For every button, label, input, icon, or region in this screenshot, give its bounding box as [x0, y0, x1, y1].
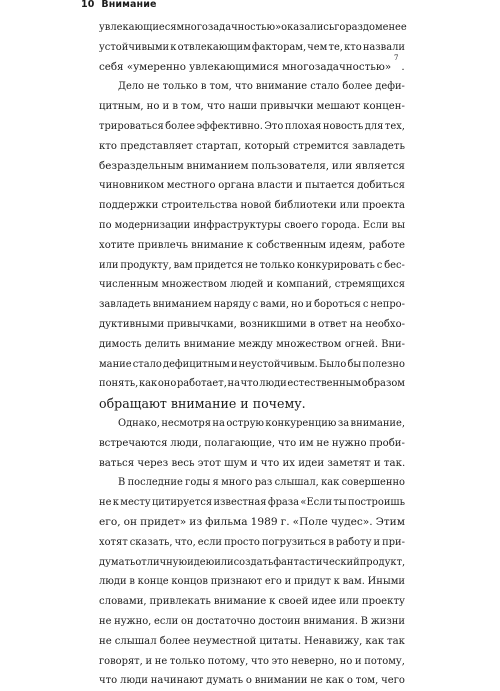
text-line: словами, привлекать внимание к своей идее или проекту — [99, 596, 405, 608]
text-line: понять, как оно работает, на что люди естественным образом — [99, 378, 405, 390]
text-line: не нужно, если он достаточно достоин внимания. В жизни — [99, 615, 405, 627]
text-line: устойчивыми к отвлекающим факторам, чем те, кто назвали — [99, 41, 405, 53]
text-line: мание стало дефицитным и неустойчивым. Было бы полезно — [99, 358, 405, 370]
text-line: численным множеством людей и компаний, стремящихся — [99, 279, 405, 291]
text-line: поддержки строительства новой библиотеки или проекта — [99, 200, 405, 212]
text-line: что люди начинают думать о внимании не как о том, чего — [99, 675, 405, 687]
text-line: димость делить внимание между множеством огней. Вни- — [99, 338, 405, 350]
text-line: дуктивными привычками, возникшими в ответ на необхо- — [99, 318, 405, 330]
text-line: увлекающиеся многозадачностью» оказались гораздо менее — [99, 22, 407, 33]
text-line: встречаются люди, полагающие, что им не нужно проби- — [99, 437, 405, 449]
text-line: кто представляет стартап, который стремится завладеть — [99, 140, 405, 152]
text-line: не к месту цитируется известная фраза «Если ты построишь — [99, 497, 405, 509]
footnote-marker: 7 — [394, 53, 399, 62]
page-number: 10 — [81, 0, 95, 10]
text-line: ваться через весь этот шум и что их идеи заметят и так. — [99, 457, 406, 469]
body-text — [99, 18, 405, 691]
text-line: цитным, но и в том, что наши привычки мешают концен- — [99, 101, 405, 113]
text-line: или продукту, вам придется не только конкурировать с бес- — [99, 259, 405, 271]
text-line: безраздельным вниманием пользователя, или является — [99, 159, 405, 172]
text-line: его, он придет» из фильма 1989 г. «Поле чудес». Этим — [99, 515, 405, 528]
text-line: чиновником местного органа власти и пытается добиться — [99, 180, 405, 192]
text-line: себя «умеренно увлекающимися многозадачностью» 7 . — [99, 58, 405, 78]
text-line: В последние годы я много раз слышал, как совершенно — [118, 477, 405, 489]
text-line: хотят сказать, что, если просто погрузиться в работу и при- — [99, 536, 405, 548]
text-line: по модернизации инфраструктуры своего города. Если вы — [99, 219, 405, 231]
text-line: трироваться более эффективно. Это плохая новость для тех, — [99, 120, 405, 132]
running-head — [81, 0, 157, 10]
text-line: Дело не только в том, что внимание стало более дефи- — [118, 81, 405, 93]
text-line: хотите привлечь внимание к собственным идеям, работе — [99, 239, 405, 251]
text-line: думать отличную идею или создать фантастический продукт, — [99, 556, 406, 568]
text-line: обращают внимание и почему. — [99, 396, 306, 412]
chapter-title: Внимание — [101, 0, 157, 10]
text-line: Однако, несмотря на острую конкуренцию за внимание, — [118, 417, 405, 429]
text-line: не слышал более неуместной цитаты. Ненавижу, как так — [99, 635, 405, 647]
text-line: говорят, и не только потому, что это неверно, но и потому, — [99, 655, 405, 667]
text-line: завладеть вниманием наряду с вами, но и бороться с непро- — [99, 299, 405, 311]
text-line: люди в конце концов признают его и придут к вам. Иными — [99, 576, 405, 588]
